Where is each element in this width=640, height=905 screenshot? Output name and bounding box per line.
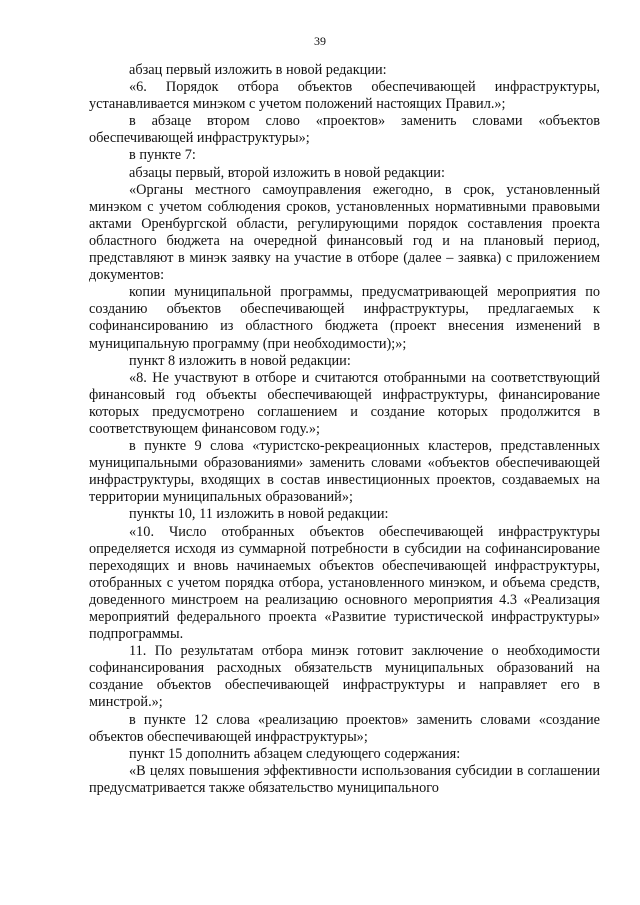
paragraph: «8. Не участвуют в отборе и считаются отобранными на соответствующий финансовый год объекты обеспечивающей инфраструктуры, финансирование которых предусмотрено соглашением и создание которых продолжится в соответствующем финансовом году.»; <box>89 369 600 437</box>
paragraph: в пункте 9 слова «туристско-рекреационных кластеров, представленных муниципальными образованиями» заменить словами «объектов обеспечивающей инфраструктуры, входящих в состав инвестиционных проектов, создаваемых на территории муниципальных образований»; <box>89 438 600 506</box>
paragraph: в абзаце втором слово «проектов» заменить словами «объектов обеспечивающей инфраструктуры»; <box>89 113 600 147</box>
paragraph: пункт 15 дополнить абзацем следующего содержания: <box>129 745 461 762</box>
paragraph: в пункте 12 слова «реализацию проектов» заменить словами «создание объектов обеспечивающей инфраструктуры»; <box>89 711 600 745</box>
paragraph: пункт 8 изложить в новой редакции: <box>129 352 351 369</box>
paragraph: «В целях повышения эффективности использования субсидии в соглашении предусматривается также обязательство муниципального <box>89 762 600 796</box>
paragraph: «10. Число отобранных объектов обеспечивающей инфраструктуры определяется исходя из суммарной потребности в субсидии на софинансирование переходящих и вновь начинаемых объектов обеспечивающей инфраструктуры, отобранных с учетом порядка отбора, установленного минэком, и объема средств, доведенного минстроем на реализацию основного мероприятия 4.3 «Реализация мероприятий федерального проекта «Развитие туристической инфраструктуры» подпрограммы. <box>89 523 600 643</box>
paragraph: абзацы первый, второй изложить в новой редакции: <box>129 164 445 181</box>
document-body <box>89 62 600 797</box>
paragraph: абзац первый изложить в новой редакции: <box>129 62 387 78</box>
paragraph: 11. По результатам отбора минэк готовит заключение о необходимости софинансирования расходных обязательств муниципальных образований на создание объектов обеспечивающей инфраструктуры и направляет его в минстрой.»; <box>89 643 600 711</box>
paragraph: «6. Порядок отбора объектов обеспечивающей инфраструктуры, устанавливается минэком с учетом положений настоящих Правил.»; <box>89 79 600 113</box>
paragraph: пункты 10, 11 изложить в новой редакции: <box>129 506 389 523</box>
paragraph: копии муниципальной программы, предусматривающей мероприятия по созданию объектов обеспечивающей инфраструктуры, предлагаемых к софинансированию из областного бюджета (проект внесения изменений в муниципальную программу (при необходимости);»; <box>89 284 600 352</box>
paragraph: в пункте 7: <box>129 147 196 164</box>
paragraph: «Органы местного самоуправления ежегодно, в срок, установленный минэком с учетом соблюдения сроков, установленных нормативными правовыми актами Оренбургской области, регулирующими порядок составления проекта областного бюджета на очередной финансовый год и на плановый период, представляют в минэк заявку на участие в отборе (далее – заявка) с приложением документов: <box>89 181 600 284</box>
page-number: 39 <box>314 34 326 48</box>
